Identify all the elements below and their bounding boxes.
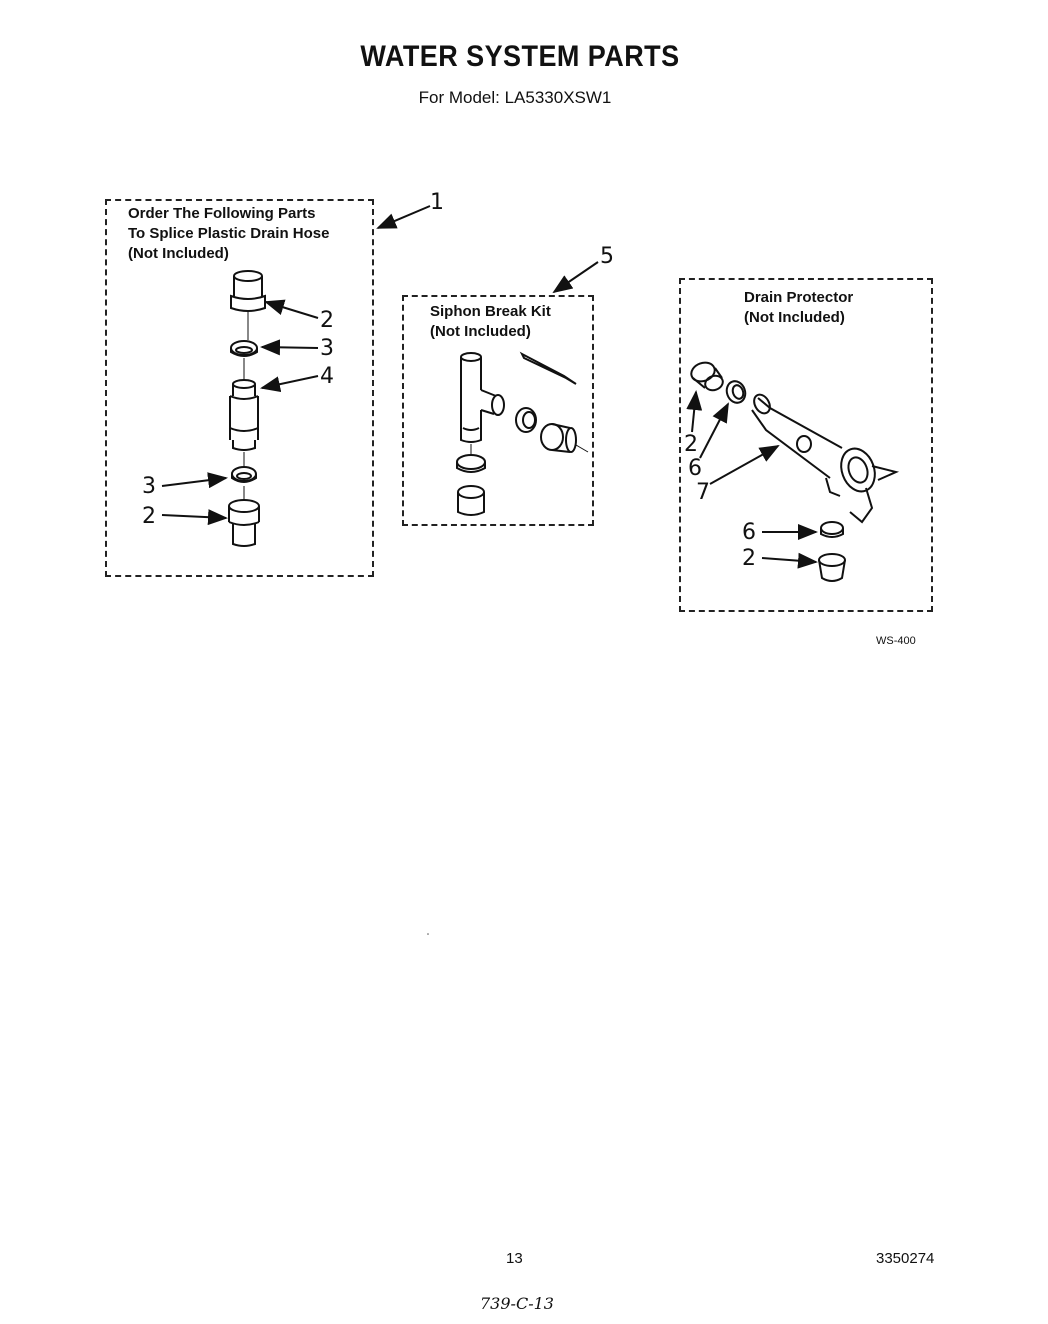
callout-2-drain-bottom: 2 — [742, 546, 756, 571]
drain-label-line2: (Not Included) — [744, 309, 845, 326]
callout-3-bottom: 3 — [142, 474, 156, 499]
siphon-label-line1: Siphon Break Kit — [430, 303, 551, 320]
speck-mark — [427, 933, 429, 935]
callout-1: 1 — [430, 190, 444, 215]
clamp-ring-3-top — [231, 341, 257, 356]
splice-label-line1: Order The Following Parts — [128, 205, 316, 222]
handwritten-note: 739-C-13 — [480, 1294, 554, 1313]
drawing-code: WS-400 — [876, 635, 916, 647]
callout-2-drain-top: 2 — [684, 432, 698, 457]
siphon-clamp-ring — [516, 408, 536, 432]
siphon-label-line2: (Not Included) — [430, 323, 531, 340]
callout-6-drain-bottom: 6 — [742, 520, 756, 545]
connector-tube-4 — [230, 380, 258, 450]
callout-5: 5 — [600, 244, 614, 269]
splice-label-line3: (Not Included) — [128, 245, 229, 262]
page-number: 13 — [506, 1250, 523, 1267]
drain-ring-bottom — [821, 522, 843, 537]
siphon-pin — [522, 354, 576, 384]
siphon-coupling — [541, 424, 588, 452]
clamp-ring-3-bottom — [232, 467, 256, 482]
siphon-tee-body — [461, 353, 504, 442]
callout-3-top: 3 — [320, 336, 334, 361]
callout-2-top: 2 — [320, 308, 334, 333]
model-subtitle: For Model: LA5330XSW1 — [418, 88, 612, 107]
callout-6-drain-top: 6 — [688, 456, 702, 481]
callout-7: 7 — [696, 480, 710, 505]
coupling-part-2-bottom — [229, 500, 259, 546]
drain-cap-bottom — [819, 554, 845, 581]
page-title: WATER SYSTEM PARTS — [360, 40, 680, 73]
siphon-cap-bottom — [458, 486, 484, 515]
callout-2-bottom: 2 — [142, 504, 156, 529]
callout-4: 4 — [320, 364, 334, 389]
drain-ring-top — [724, 379, 748, 406]
splice-label-line2: To Splice Plastic Drain Hose — [128, 225, 330, 242]
drain-label-line1: Drain Protector — [744, 289, 854, 306]
siphon-ring-bottom — [457, 455, 485, 472]
drain-cap-top — [689, 359, 725, 392]
document-number: 3350274 — [876, 1250, 935, 1267]
coupling-part-2-top — [231, 271, 265, 311]
drain-protector-body — [751, 392, 896, 522]
